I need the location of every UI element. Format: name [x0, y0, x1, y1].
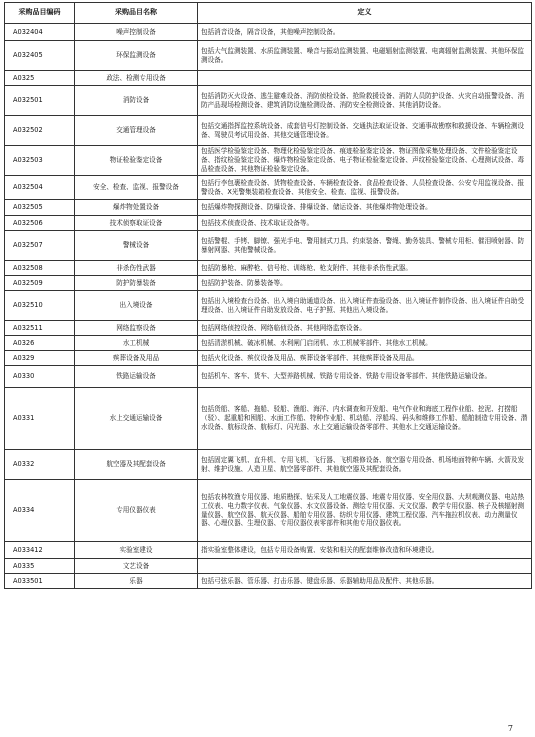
cell-code: A032504 [5, 176, 75, 200]
cell-name: 殡葬设备及用品 [75, 351, 198, 366]
cell-def: 包括消防灭火设备、逃生避难设备、消防侦检设备、抢险救援设备、消防人员防护设备、火灾自动报警设备、消防产品现场检测设备、建筑消防设施检测设备、消防安全检测设备、其他消防设备。 [198, 86, 532, 116]
cell-def: 包括技术侦查设备、技术取证设备等。 [198, 216, 532, 231]
cell-name: 安全、检查、监视、报警设备 [75, 176, 198, 200]
cell-def: 包括医学检验鉴定设备、物理化检验鉴定设备、痕迹检验鉴定设备、物证图像采集处理设备、文件检验鉴定设备、指纹检验鉴定设备、爆炸物检验鉴定设备、电子物证检验鉴定设备、声纹检验鉴定设备、心理测试设备、毒品检查设备、其他物证检验鉴定设备。 [198, 146, 532, 176]
cell-def: 包括爆炸物探测设备、防爆设备、排爆设备、储运设备、其他爆炸物处理设备。 [198, 200, 532, 216]
cell-def [198, 559, 532, 574]
table-row [5, 86, 532, 116]
cell-name: 消防设备 [75, 86, 198, 116]
cell-name: 交通管理设备 [75, 116, 198, 146]
cell-name: 防护防暴装备 [75, 276, 198, 291]
cell-code: A0335 [5, 559, 75, 574]
table-row [5, 41, 532, 71]
cell-code: A032404 [5, 24, 75, 41]
cell-name: 环保监测设备 [75, 41, 198, 71]
table-row [5, 336, 532, 351]
table-row [5, 116, 532, 146]
cell-def: 包括大气监测装置、水质监测装置、噪音与振动监测装置、电磁辐射监测装置、电离辐射监测装置、其他环保监测设备。 [198, 41, 532, 71]
cell-code: A033412 [5, 542, 75, 559]
cell-code: A032508 [5, 261, 75, 276]
cell-name: 水上交通运输设备 [75, 388, 198, 450]
table-row [5, 321, 532, 336]
page-number: 7 [507, 724, 513, 733]
cell-code: A033501 [5, 574, 75, 589]
table-row [5, 216, 532, 231]
cell-def: 包括行李包裹检查设备、货物检查设备、车辆检查设备、食品检查设备、人员检查设备、公安专用监视设备、报警设备、X光警集装箱检查设备、其他安全、检查、监视、报警设备。 [198, 176, 532, 200]
cell-name: 警械设备 [75, 231, 198, 261]
cell-def: 包括交通指挥监控系统设备、成套信号灯控制设备、交通执法取证设备、交通事故勘察和救援设备、车辆检测设备、驾驶员考试用设备、其他交通管理设备。 [198, 116, 532, 146]
cell-def: 包括货船、客船、拖船、驳船、渔船、海洋、内水调查和开发船、电气作业和海底工程作业船、挖泥、打捞船（驳）、起重船和囤船、水面工作船、特种作业船、机动船、浮船坞、码头和维修工作船、船舶制造专用设备、潜水设备、航标设备、航标灯、闪光器、水上交通运输设备零部件、其他水上交通运输设备。 [198, 388, 532, 450]
header-name: 采购品目名称 [75, 3, 198, 24]
table-header-row [5, 3, 532, 24]
cell-name: 物证检验鉴定设备 [75, 146, 198, 176]
table-body [5, 24, 532, 589]
cell-name: 出入境设备 [75, 291, 198, 321]
cell-code: A0331 [5, 388, 75, 450]
cell-def: 包括机车、客车、货车、大型养路机械、铁路专用设备、铁路专用设备零部件、其他铁路运输设备。 [198, 366, 532, 388]
table-row [5, 388, 532, 450]
cell-code: A032505 [5, 200, 75, 216]
table-row [5, 574, 532, 589]
cell-code: A0334 [5, 480, 75, 542]
table-row [5, 71, 532, 86]
cell-def: 包括出入境检查台设备、出入境自助通道设备、出入境证件查验设备、出入境证件制作设备、出入境证件自助受理设备、出入境证件自助发放设备、电子护照、其他出入境设备。 [198, 291, 532, 321]
cell-def: 包括网络侦控设备、网络临侦设备、其他网络监察设备。 [198, 321, 532, 336]
table-row [5, 276, 532, 291]
cell-def: 包括弓弦乐器、管乐器、打击乐器、键盘乐器、乐器辅助用品及配件、其他乐器。 [198, 574, 532, 589]
cell-code: A032506 [5, 216, 75, 231]
cell-name: 噪声控制设备 [75, 24, 198, 41]
cell-def: 包括清淤机械、破冰机械、水利闸门启闭机、水工机械零部件、其他水工机械。 [198, 336, 532, 351]
cell-name: 网络监察设备 [75, 321, 198, 336]
cell-def: 包括防护装备、防暴装备等。 [198, 276, 532, 291]
table-row [5, 559, 532, 574]
cell-def: 包括火化设备、殡仪设备及用品、殡葬设备零部件、其他殡葬设备及用品。 [198, 351, 532, 366]
cell-def: 包括固定翼飞机、直升机、专用飞机、飞行器、飞机维修设备、航空器专用设备、机场地面特种车辆、火箭及发射、维护设施、人造卫星、航空器零部件、其他航空器及其配套设备。 [198, 450, 532, 480]
cell-code: A032501 [5, 86, 75, 116]
cell-code: A032511 [5, 321, 75, 336]
table-row [5, 480, 532, 542]
cell-name: 铁路运输设备 [75, 366, 198, 388]
cell-name: 专用仪器仪表 [75, 480, 198, 542]
cell-code: A032503 [5, 146, 75, 176]
cell-code: A0325 [5, 71, 75, 86]
cell-name: 乐器 [75, 574, 198, 589]
cell-name: 水工机械 [75, 336, 198, 351]
cell-name: 实验室建设 [75, 542, 198, 559]
cell-name: 文艺设备 [75, 559, 198, 574]
cell-code: A032509 [5, 276, 75, 291]
table-row [5, 542, 532, 559]
cell-code: A0332 [5, 450, 75, 480]
table-row [5, 450, 532, 480]
cell-name: 非杀伤性武器 [75, 261, 198, 276]
cell-def: 包括消音设备，隔音设备，其他噪声控制设备。 [198, 24, 532, 41]
cell-def: 包括防暴枪、麻醉枪、信号枪、训练枪、枪支附件、其他非杀伤性武器。 [198, 261, 532, 276]
table-row [5, 231, 532, 261]
table-row [5, 200, 532, 216]
cell-code: A032510 [5, 291, 75, 321]
cell-code: A032405 [5, 41, 75, 71]
cell-code: A032507 [5, 231, 75, 261]
table-row [5, 176, 532, 200]
cell-code: A0326 [5, 336, 75, 351]
table-row [5, 146, 532, 176]
table-row [5, 351, 532, 366]
table-row [5, 261, 532, 276]
cell-name: 航空器及其配套设备 [75, 450, 198, 480]
header-def: 定义 [198, 3, 532, 24]
cell-def [198, 71, 532, 86]
cell-name: 政法、检测专用设备 [75, 71, 198, 86]
cell-def: 包括警棍、手铐、脚镣、强光手电、警用制式刀具、约束装备、警绳、勤务装具、警械专用柜、催泪喷射器、防暴射网器、其他警械设备。 [198, 231, 532, 261]
cell-code: A0330 [5, 366, 75, 388]
table-row [5, 366, 532, 388]
procurement-table [4, 2, 532, 589]
cell-code: A032502 [5, 116, 75, 146]
table-row [5, 291, 532, 321]
cell-name: 爆炸物处置设备 [75, 200, 198, 216]
cell-def: 包括农林牧渔专用仪器、地质勘探、钻采及人工地震仪器、地震专用仪器、安全用仪器、大坝观测仪器、电站热工仪表、电力数字仪表、气象仪器、水文仪器设备、测绘专用仪器、天文仪器、教学专用仪器、核子及核辐射测量仪器、航空仪器、航天仪器、船舶专用仪器、纺织专用仪器、建筑工程仪器、汽车拖拉机仪表、动力测量仪器、心理仪器、生理仪器、专用仪器仪表零部件和其他专用仪器仪表。 [198, 480, 532, 542]
table-row [5, 24, 532, 41]
cell-name: 技术侦察取证设备 [75, 216, 198, 231]
cell-def: 指实验室整体建设，包括专用设备购置、安装和相关的配套维修改造和环境建设。 [198, 542, 532, 559]
header-code: 采购品目编码 [5, 3, 75, 24]
cell-code: A0329 [5, 351, 75, 366]
